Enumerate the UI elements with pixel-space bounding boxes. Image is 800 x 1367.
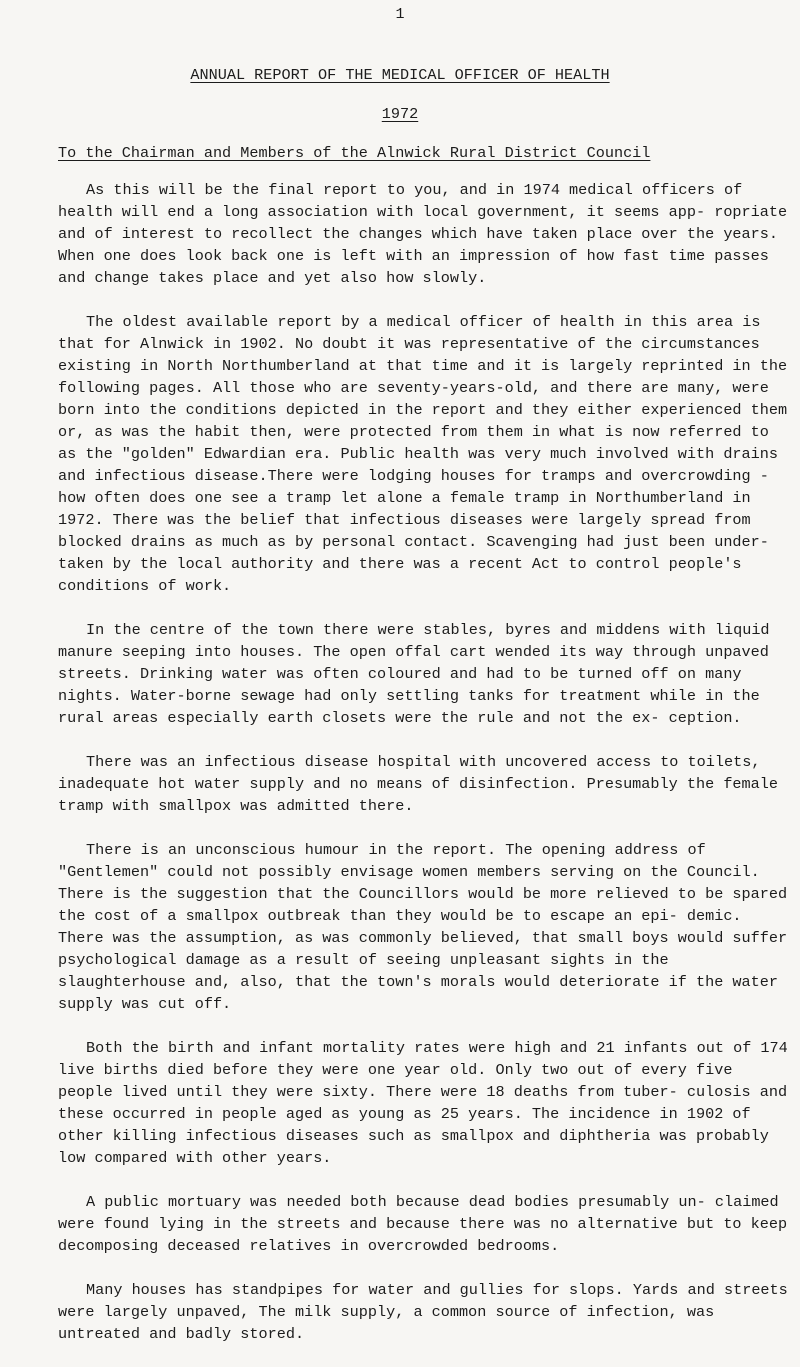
page-number: 1 — [395, 6, 405, 23]
paragraph-text: As this will be the final report to you, and in 1974 medical officers of health will end a long association with local government, it seems app- ropriate and of interest to recollect the changes which have taken place over the years. When one does look back one is left with an impression of how fast time passes and change takes place and yet also how slowly. — [58, 181, 788, 287]
paragraph-houses — [58, 1279, 793, 1345]
report-year: 1972 — [381, 105, 419, 123]
paragraph-text: Many houses has standpipes for water and gullies for slops. Yards and streets were largely unpaved, The milk supply, a common source of infection, was untreated and badly stored. — [58, 1281, 788, 1343]
paragraph-mortality — [58, 1037, 793, 1169]
paragraph-text: There was an infectious disease hospital with uncovered access to toilets, inadequate hot water supply and no means of disinfection. Presumably the female tramp with smallpox was admitted there. — [58, 753, 779, 815]
report-body — [58, 179, 793, 1367]
paragraph-text: A public mortuary was needed both because dead bodies presumably un- claimed were found lying in the streets and because there was no alternative but to keep decomposing deceased relatives in overcrowded bedrooms. — [58, 1193, 788, 1255]
paragraph-hospital — [58, 751, 793, 817]
paragraph-text: Both the birth and infant mortality rates were high and 21 infants out of 174 live births died before they were one year old. Only two out of every five people lived until they were sixty. There were 18 deaths from tuber- culosis and these occurred in people aged as young as 25 years. The incidence in 1902 of other killing infectious diseases such as smallpox and diphtheria was probably low compared with other years. — [58, 1039, 788, 1167]
salutation: To the Chairman and Members of the Alnwick Rural District Council — [58, 144, 651, 162]
paragraph-text: There is an unconscious humour in the report. The opening address of "Gentlemen" could not possibly envisage women members serving on the Council. There is the suggestion that the Councillors would be more relieved to be spared the cost of a smallpox outbreak than they would be to escape an epi- demic. There was the assumption, as was commonly believed, that small boys would suffer psychological damage as a result of seeing unpleasant sights in the slaughterhouse and, also, that the town's morals would deteriorate if the water supply was cut off. — [58, 841, 788, 1013]
paragraph-final-report — [58, 179, 793, 289]
paragraph-text: In the centre of the town there were stables, byres and middens with liquid manure seeping into houses. The open offal cart wended its way through unpaved streets. Drinking water was often coloured and had to be turned off on many nights. Water-borne sewage had only settling tanks for treatment while in the rural areas especially earth closets were the rule and not the ex- ception. — [58, 621, 770, 727]
paragraph-mortuary — [58, 1191, 793, 1257]
paragraph-town-centre — [58, 619, 793, 729]
report-title: ANNUAL REPORT OF THE MEDICAL OFFICER OF HEALTH — [190, 66, 610, 84]
paragraph-text: The oldest available report by a medical officer of health in this area is that for Alnwick in 1902. No doubt it was representative of the circumstances existing in North Northumberland at that time and it is largely reprinted in the following pages. All those who are seventy-years-old, and there are many, were born into the conditions depicted in the report and they either experienced them or, as was the habit then, were protected from them in what is now referred to as the "golden" Edwardian era. Public health was very much involved with drains and infectious disease.There were lodging houses for tramps and overcrowding - how often does one see a tramp let alone a female tramp in Northumberland in 1972. There was the belief that infectious diseases were largely spread from blocked drains as much as by personal contact. Scavenging had just been under- taken by the local authority and there was a recent Act to control people's conditions of work. — [58, 313, 788, 595]
paragraph-oldest-report — [58, 311, 793, 597]
paragraph-humour — [58, 839, 793, 1015]
